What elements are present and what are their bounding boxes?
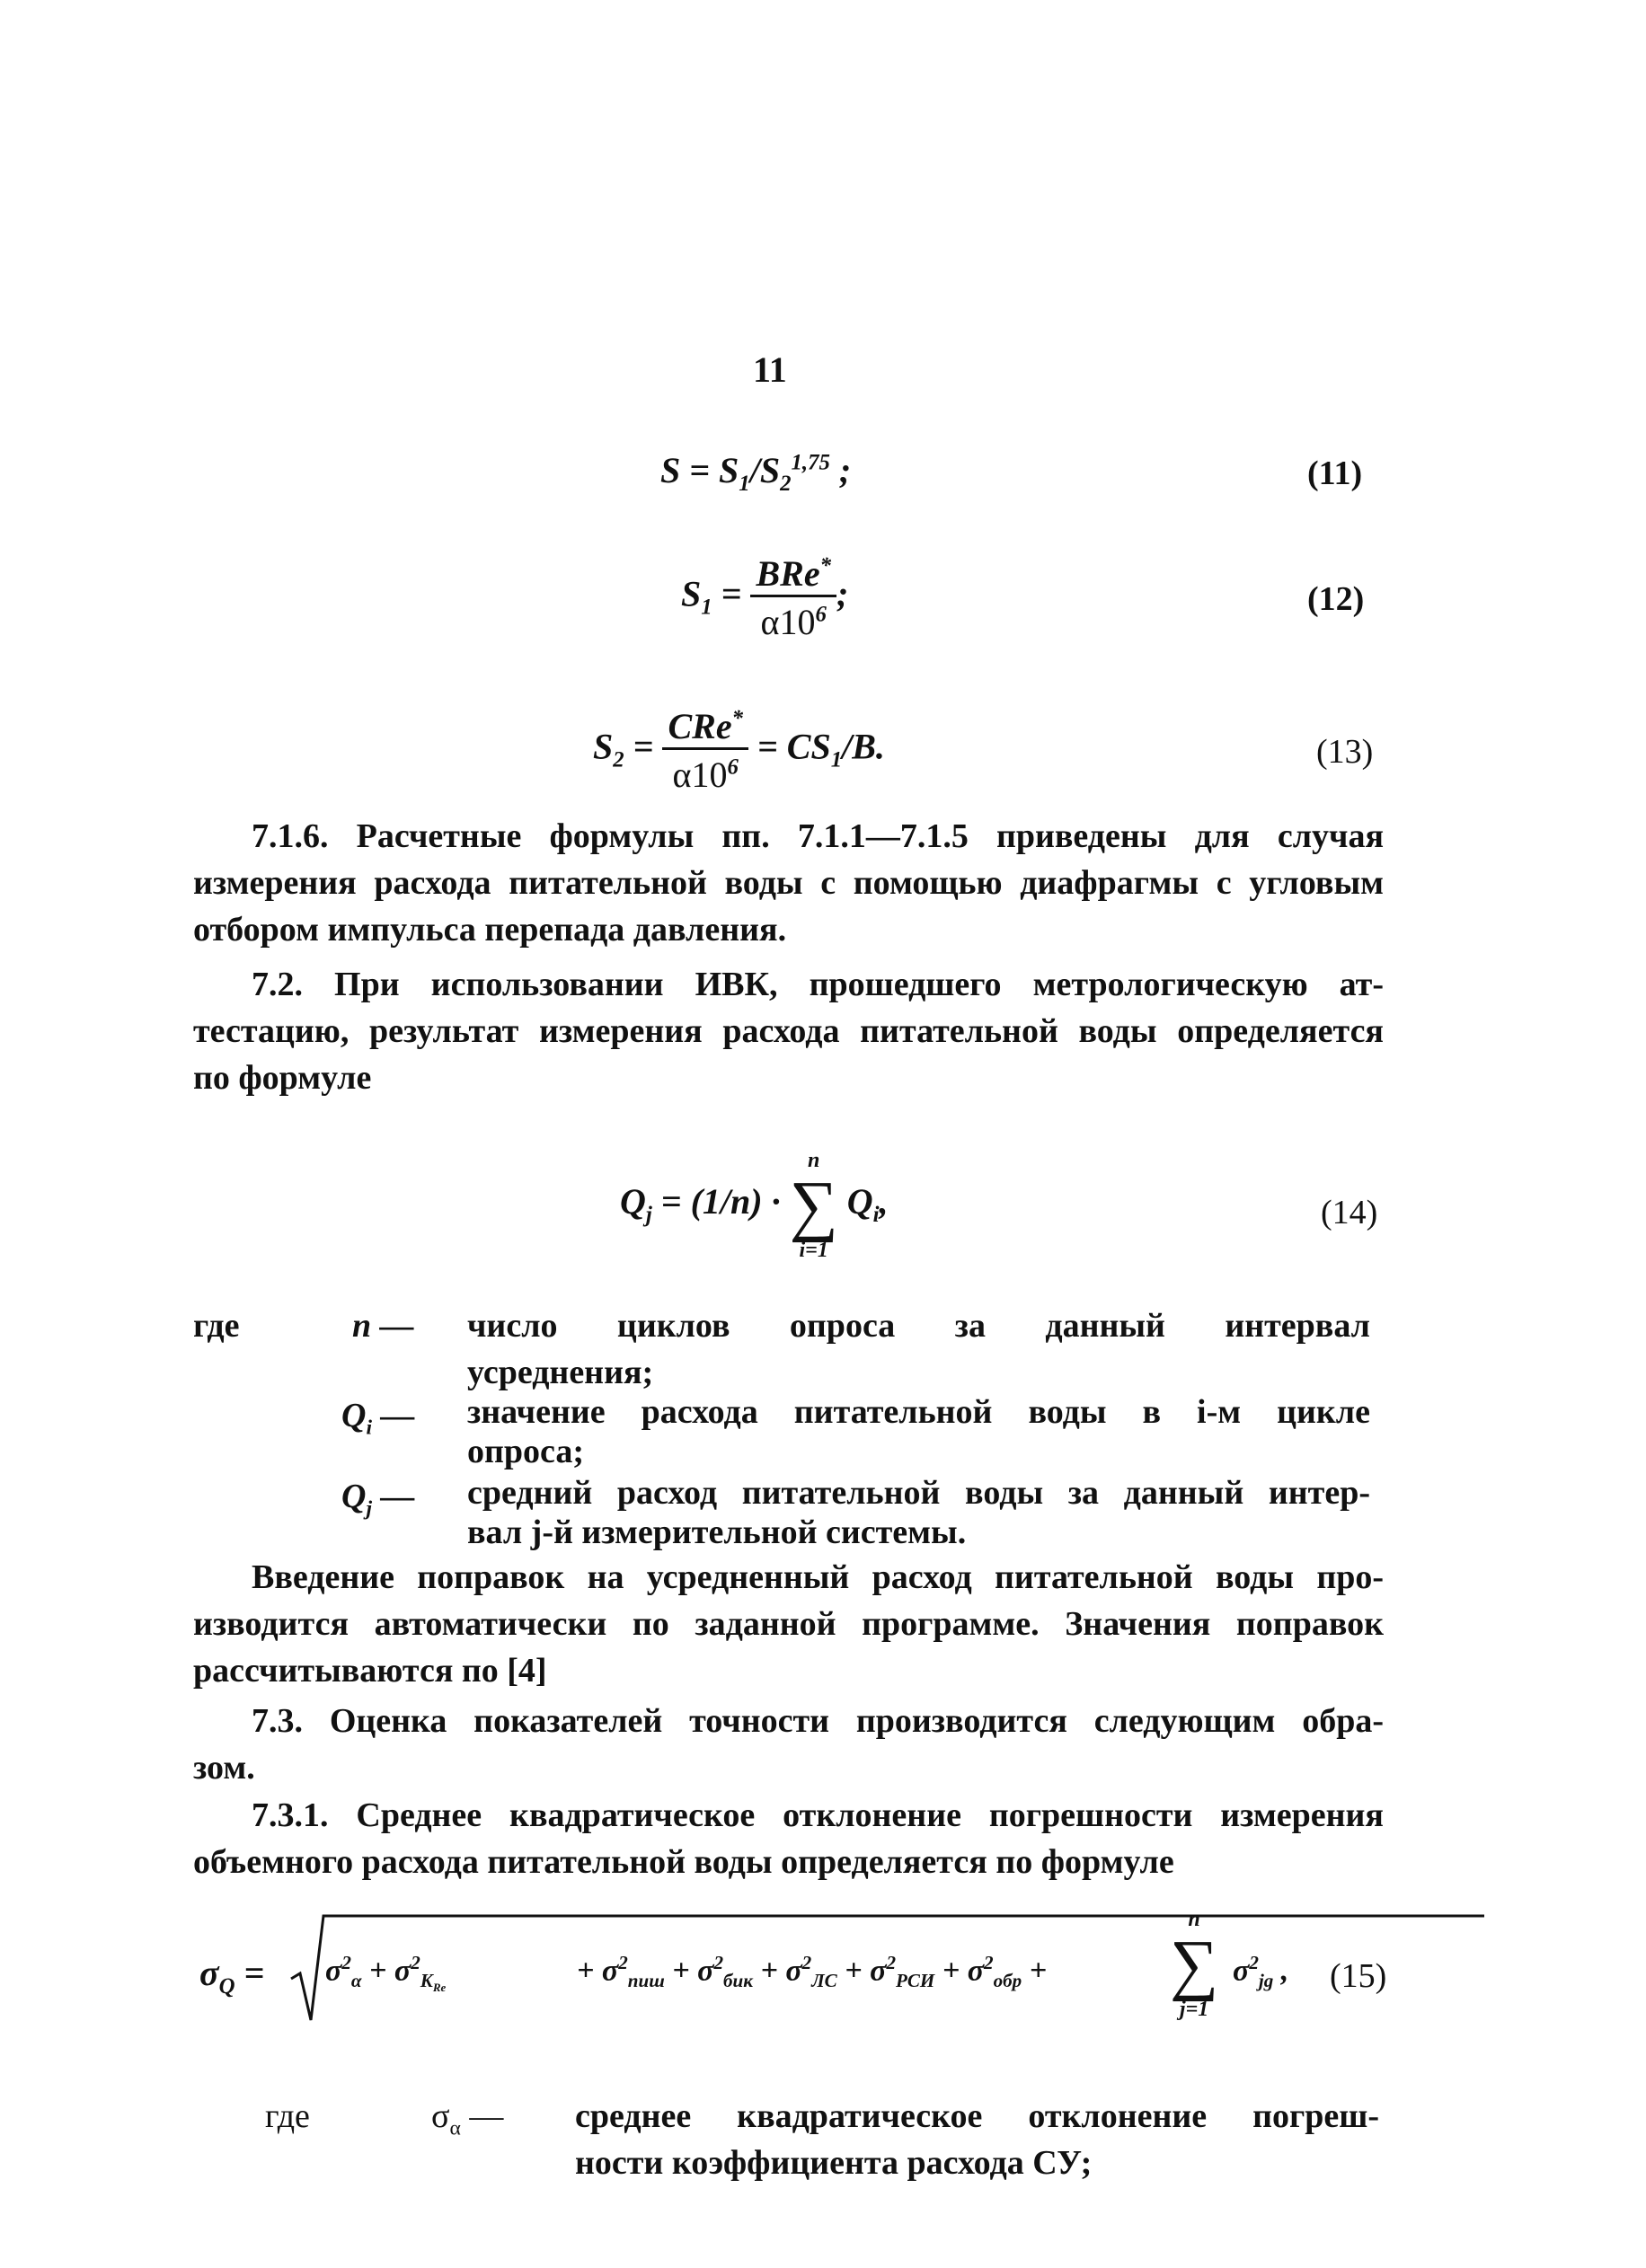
equation-number-12: (12): [1307, 580, 1365, 618]
where-label: где: [193, 1307, 240, 1345]
equation-number-14: (14): [1321, 1194, 1378, 1231]
summation-symbol: n ∑ j=1: [1170, 1908, 1219, 2021]
where-item-qi: $Q_i$ — значение расхода питательной воды в i-м цикле опроса;: [341, 1393, 1370, 1470]
equation-13: $S_2$ = $\frac{CRe^*}{\alpha 10^6}$ = $CS_1/B$.: [593, 706, 885, 795]
symbol-sigma-alpha: $\sigma_\alpha$ —: [431, 2097, 504, 2140]
where-label-2: где: [265, 2097, 310, 2135]
paragraph-7-2: 7.2. При использовании ИВК, прошедшего метрологическую ат- тестацию, результат измерения расхода питательной воды определяется по формуле: [193, 966, 1384, 1097]
paragraph-7-3-1: 7.3.1. Среднее квадратическое отклонение погрешности измерения объемного расхода питательной воды определяется по формуле: [193, 1796, 1384, 1881]
symbol-n: n —: [352, 1307, 414, 1345]
paragraph-7-1-6: 7.1.6. Расчетные формулы пп. 7.1.1—7.1.5 приведены для случая измерения расхода питательной воды с помощью диафрагмы с угловым отбором импульса перепада давления.: [193, 817, 1384, 949]
where-item-sigma-alpha: $\sigma_\alpha$ — среднее квадратическое отклонение погреш- ности коэффициента расхода СУ;: [431, 2093, 1379, 2186]
where-item-qj: $Q_j$ — средний расход питательной воды за данный интер- вал j-й измерительной системы.: [341, 1474, 1370, 1551]
where-item-n: n — число циклов опроса за данный интервал усреднения;: [341, 1302, 1370, 1396]
summation-symbol: n ∑ i=1: [789, 1149, 838, 1262]
paragraph-7-3: 7.3. Оценка показателей точности производится следующим обра- зом.: [193, 1702, 1384, 1787]
fraction: $\frac{CRe^*}{\alpha 10^6}$: [662, 705, 748, 796]
equation-12: $S_1$ = $\frac{BRe^*}{\alpha 10^6}$ ;: [681, 553, 849, 642]
equation-number-11: (11): [1307, 454, 1363, 492]
paragraph-corrections: Введение поправок на усредненный расход питательной воды про- изводится автоматически по заданной программе. Значения поправок рассчитываются по [4]: [193, 1558, 1384, 1690]
equation-11: $S = S_1/S_2^{1,75}$ ;: [660, 450, 852, 496]
equation-number-13: (13): [1316, 733, 1374, 771]
fraction: $\frac{BRe^*}{\alpha 10^6}$: [750, 552, 836, 643]
equation-14: $Q_j = (1/n)$ · n ∑ i=1 $Q_i$,: [620, 1149, 889, 1262]
page-number: 11: [753, 349, 787, 390]
equation-number-15: (15): [1330, 1957, 1387, 1995]
symbol-qj: $Q_j$ —: [341, 1478, 415, 1521]
symbol-qi: $Q_i$ —: [341, 1397, 415, 1440]
